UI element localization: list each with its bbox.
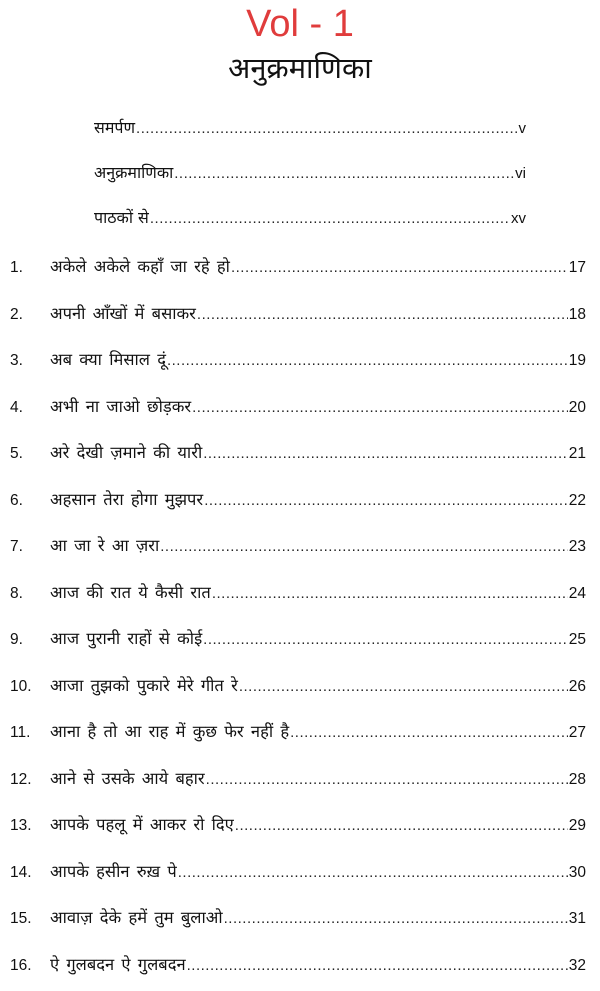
front-matter-list	[94, 110, 526, 245]
entry-number: 15.	[10, 899, 50, 939]
entry-page: 24	[569, 574, 586, 614]
dot-leader	[197, 295, 568, 335]
toc-entry-row	[10, 340, 586, 387]
entry-title: आजा तुझको पुकारे मेरे गीत रे	[50, 666, 238, 706]
entry-title: आपके पहलू में आकर रो दिए	[50, 805, 234, 845]
entry-page: 25	[569, 620, 586, 660]
toc-entry-row	[10, 712, 586, 759]
dot-leader	[239, 667, 568, 707]
entry-number: 13.	[10, 806, 50, 846]
song-index-list	[10, 247, 586, 991]
toc-entry-row	[10, 898, 586, 945]
entry-number: 5.	[10, 434, 50, 474]
dot-leader	[150, 201, 510, 237]
dot-leader	[178, 853, 568, 893]
entry-title: आज पुरानी राहों से कोई	[50, 619, 202, 659]
dot-leader	[203, 434, 568, 474]
entry-page: 23	[569, 527, 586, 567]
entry-number: 8.	[10, 574, 50, 614]
dot-leader	[136, 111, 517, 147]
toc-entry-row	[10, 247, 586, 294]
dot-leader	[160, 527, 568, 567]
dot-leader	[206, 760, 568, 800]
entry-number: 12.	[10, 760, 50, 800]
entry-page: 26	[569, 667, 586, 707]
dot-leader	[174, 156, 514, 192]
toc-entry-row	[10, 805, 586, 852]
entry-number: 10.	[10, 667, 50, 707]
entry-title: आने से उसके आये बहार	[50, 759, 205, 799]
toc-entry-row	[10, 666, 586, 713]
toc-entry-row	[10, 759, 586, 806]
front-matter-label: अनुक्रमाणिका	[94, 155, 173, 191]
entry-page: 21	[569, 434, 586, 474]
entry-number: 3.	[10, 341, 50, 381]
table-of-contents-heading: अनुक्रमाणिका	[0, 48, 600, 88]
toc-entry-row	[10, 619, 586, 666]
toc-entry-row	[10, 526, 586, 573]
entry-title: अपनी आँखों में बसाकर	[50, 294, 196, 334]
entry-title: अब क्या मिसाल दूं	[50, 340, 166, 380]
toc-entry-row	[10, 573, 586, 620]
entry-number: 11.	[10, 713, 50, 753]
entry-page: 32	[569, 946, 586, 986]
entry-title: अकेले अकेले कहाँ जा रहे हो	[50, 247, 230, 287]
dot-leader	[290, 713, 568, 753]
toc-entry-row	[10, 480, 586, 527]
dot-leader	[235, 806, 568, 846]
front-matter-page: vi	[515, 156, 526, 192]
entry-number: 14.	[10, 853, 50, 893]
entry-number: 4.	[10, 388, 50, 428]
entry-title: आना है तो आ राह में कुछ फेर नहीं है	[50, 712, 289, 752]
entry-page: 29	[569, 806, 586, 846]
entry-title: अहसान तेरा होगा मुझपर	[50, 480, 203, 520]
entry-page: 19	[569, 341, 586, 381]
entry-page: 22	[569, 481, 586, 521]
entry-page: 27	[569, 713, 586, 753]
entry-title: आवाज़ देके हमें तुम बुलाओ	[50, 898, 223, 938]
dot-leader	[204, 481, 568, 521]
entry-number: 6.	[10, 481, 50, 521]
entry-title: अरे देखी ज़माने की यारी	[50, 433, 202, 473]
entry-title: ऐ गुलबदन ऐ गुलबदन	[50, 945, 186, 985]
front-matter-row	[94, 110, 526, 155]
dot-leader	[224, 899, 568, 939]
entry-page: 30	[569, 853, 586, 893]
entry-number: 2.	[10, 295, 50, 335]
volume-title: Vol - 1	[0, 2, 600, 46]
front-matter-row	[94, 200, 526, 245]
entry-page: 31	[569, 899, 586, 939]
front-matter-label: समर्पण	[94, 110, 135, 146]
entry-title: आपके हसीन रुख़ पे	[50, 852, 177, 892]
toc-entry-row	[10, 387, 586, 434]
toc-entry-row	[10, 945, 586, 991]
entry-title: अभी ना जाओ छोड़कर	[50, 387, 191, 427]
entry-number: 7.	[10, 527, 50, 567]
dot-leader	[167, 341, 568, 381]
entry-page: 20	[569, 388, 586, 428]
dot-leader	[187, 946, 568, 986]
dot-leader	[203, 620, 568, 660]
entry-number: 1.	[10, 248, 50, 288]
entry-number: 9.	[10, 620, 50, 660]
front-matter-label: पाठकों से	[94, 200, 149, 236]
dot-leader	[192, 388, 568, 428]
front-matter-page: xv	[511, 201, 526, 237]
toc-entry-row	[10, 852, 586, 899]
entry-title: आज की रात ये कैसी रात	[50, 573, 211, 613]
entry-title: आ जा रे आ ज़रा	[50, 526, 159, 566]
dot-leader	[212, 574, 568, 614]
toc-entry-row	[10, 294, 586, 341]
dot-leader	[231, 248, 568, 288]
front-matter-page: v	[519, 111, 527, 147]
entry-page: 28	[569, 760, 586, 800]
toc-entry-row	[10, 433, 586, 480]
entry-number: 16.	[10, 946, 50, 986]
entry-page: 18	[569, 295, 586, 335]
entry-page: 17	[569, 248, 586, 288]
front-matter-row	[94, 155, 526, 200]
